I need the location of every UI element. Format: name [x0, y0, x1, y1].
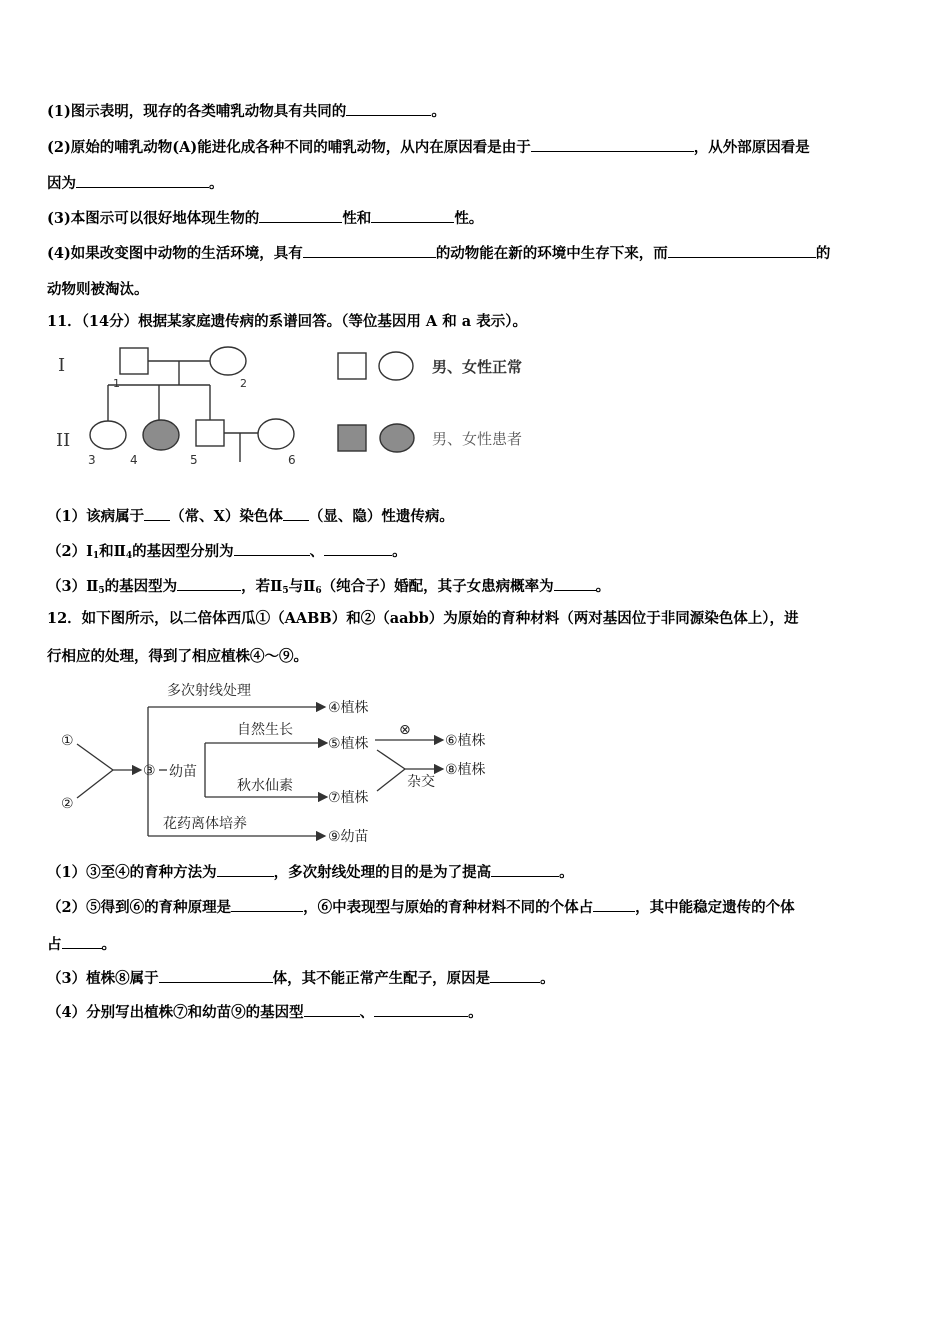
- node-6-plant: ⑥植株: [445, 733, 486, 749]
- q10-part1: (1)图示表明，现存的各类哺乳动物具有共同的 。: [47, 103, 446, 120]
- legend-male-affected: [338, 425, 366, 451]
- answer-blank[interactable]: [668, 243, 816, 258]
- node-2: ②: [61, 796, 74, 812]
- q11-title: 11．（14分）根据某家庭遗传病的系谱回答。（等位基因用 A 和 a 表示）。: [47, 313, 527, 330]
- label-multiple-radiation: 多次射线处理: [167, 683, 251, 699]
- q10-part3: (3)本图示可以很好地体现生物的 性和 性。: [47, 210, 484, 227]
- pedigree-II4-female-affected: [143, 420, 179, 450]
- answer-blank[interactable]: [371, 208, 454, 223]
- label-colchicine: 秋水仙素: [237, 778, 293, 794]
- answer-blank[interactable]: [144, 506, 170, 521]
- answer-blank[interactable]: [76, 173, 209, 188]
- legend-female-normal: [379, 352, 413, 380]
- q12-sub2-cont: 占 。: [47, 936, 116, 953]
- node-7-plant: ⑦植株: [328, 790, 369, 806]
- q12-title-line1: 12．如下图所示，以二倍体西瓜①（AABB）和②（aabb）为原始的育种材料（两对基因位于非同源染色体上），进: [47, 610, 799, 627]
- legend-female-affected: [380, 424, 414, 452]
- pedigree-num-4: 4: [130, 453, 138, 467]
- legend-normal-label: 男、女性正常: [432, 358, 523, 376]
- q10-part4-cont: 动物则被淘汰。: [47, 281, 149, 298]
- node-4-plant: ④植株: [328, 700, 369, 716]
- q10-part2: (2)原始的哺乳动物(A)能进化成各种不同的哺乳动物，从内在原因看是由于 ，从外部原因看是: [47, 139, 810, 156]
- answer-blank[interactable]: [259, 208, 342, 223]
- answer-blank[interactable]: [234, 541, 310, 556]
- q12-sub3: （3）植株⑧属于 体，其不能正常产生配子，原因是 。: [47, 970, 555, 987]
- q12-title-line2: 行相应的处理，得到了相应植株④～⑨。: [47, 648, 308, 665]
- pedigree-I1-male-normal: [120, 348, 148, 374]
- pedigree-chart: [50, 340, 570, 470]
- answer-blank[interactable]: [177, 576, 241, 591]
- gen-I-label: I: [58, 355, 66, 376]
- line-1-to-junction: [77, 744, 113, 770]
- pedigree-I2-female-normal: [210, 347, 246, 375]
- breeding-diagram: [55, 676, 525, 850]
- answer-blank[interactable]: [346, 101, 431, 116]
- pedigree-num-6: 6: [288, 453, 296, 467]
- seedling-label: 幼苗: [169, 764, 197, 780]
- label-natural-growth: 自然生长: [237, 722, 293, 738]
- answer-blank[interactable]: [303, 243, 436, 258]
- answer-blank[interactable]: [159, 968, 273, 983]
- q11-sub3: $(3)Ⅱ_5$的基因型为 ，若$Ⅱ_5$与$Ⅱ_6$（纯合子）婚配，其子女患病概率为 。: [47, 578, 611, 596]
- cross-line-from-5: [377, 750, 405, 769]
- pedigree-num-5: 5: [190, 453, 198, 467]
- pedigree-num-3: 3: [88, 453, 96, 467]
- line-2-to-junction: [77, 770, 113, 798]
- label-hybridization: 杂交: [407, 774, 435, 790]
- q12-sub2: （2）⑤得到⑥的育种原理是 ，⑥中表现型与原始的育种材料不同的个体占 ，其中能稳定遗传的个体: [47, 899, 795, 916]
- legend-male-normal: [338, 353, 366, 379]
- selfing-symbol: ⊗: [399, 722, 411, 738]
- answer-blank[interactable]: [62, 934, 102, 949]
- legend-affected-label: 男、女性患者: [432, 430, 523, 448]
- q10-part2-cont: 因为 。: [47, 175, 224, 192]
- q11-sub2: $(2)Ⅰ_1$和$Ⅱ_4$的基因型分别为 、 。: [47, 543, 407, 561]
- node-1: ①: [61, 733, 74, 749]
- answer-blank[interactable]: [531, 137, 694, 152]
- q11-sub1: （1）该病属于 （常、X）染色体 （显、隐）性遗传病。: [47, 508, 454, 525]
- q12-sub4: （4）分别写出植株⑦和幼苗⑨的基因型 、 。: [47, 1004, 483, 1021]
- pedigree-num-1: 1: [113, 377, 120, 390]
- node-8-plant: ⑧植株: [445, 762, 486, 778]
- pedigree-II3-female-normal: [90, 421, 126, 449]
- cross-line-from-7: [377, 769, 405, 791]
- node-9-seedling: ⑨幼苗: [328, 829, 369, 845]
- answer-blank[interactable]: [374, 1002, 468, 1017]
- node-5-plant: ⑤植株: [328, 736, 369, 752]
- pedigree-II5-male-normal: [196, 420, 224, 446]
- answer-blank[interactable]: [554, 576, 596, 591]
- q12-sub1: （1）③至④的育种方法为 ，多次射线处理的目的是为了提高 。: [47, 864, 574, 881]
- answer-blank[interactable]: [490, 968, 540, 983]
- label-anther-culture: 花药离体培养: [163, 816, 247, 832]
- answer-blank[interactable]: [217, 862, 274, 877]
- pedigree-num-2: 2: [240, 377, 247, 390]
- answer-blank[interactable]: [593, 897, 635, 912]
- gen-II-label: II: [56, 430, 71, 451]
- answer-blank[interactable]: [491, 862, 559, 877]
- answer-blank[interactable]: [324, 541, 392, 556]
- q10-part4: (4)如果改变图中动物的生活环境，具有 的动物能在新的环境中生存下来，而 的: [47, 245, 831, 262]
- answer-blank[interactable]: [283, 506, 309, 521]
- node-3: ③: [143, 763, 156, 779]
- answer-blank[interactable]: [304, 1002, 360, 1017]
- answer-blank[interactable]: [231, 897, 303, 912]
- pedigree-II6-female-normal: [258, 419, 294, 449]
